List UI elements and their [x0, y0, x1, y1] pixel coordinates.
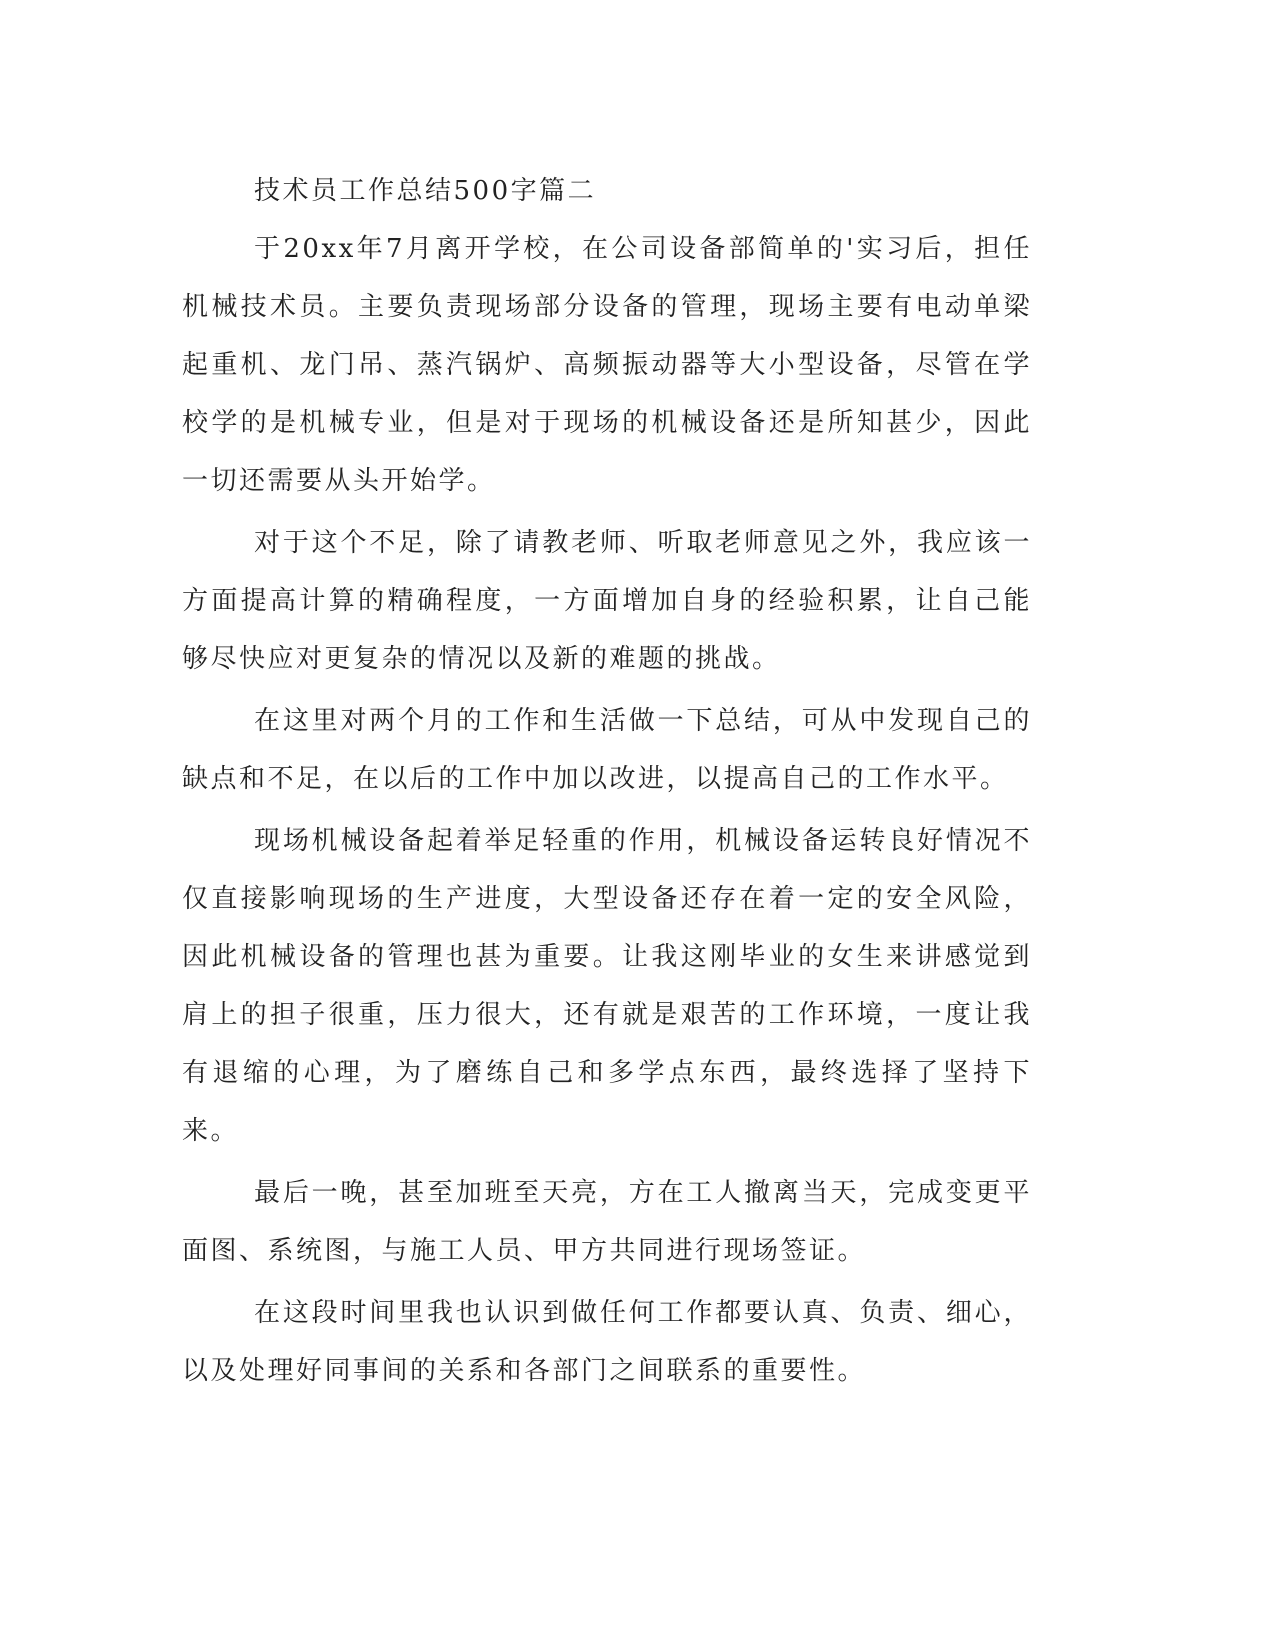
paragraph-summary-purpose: 在这里对两个月的工作和生活做一下总结，可从中发现自己的缺点和不足，在以后的工作中加以改进，以提高自己的工作水平。 [182, 706, 1032, 794]
paragraph-overtime: 最后一晚，甚至加班至天亮，方在工人撤离当天，完成变更平面图、系统图，与施工人员、甲方共同进行现场签证。 [182, 1178, 1032, 1266]
paragraph-lessons: 在这段时间里我也认识到做任何工作都要认真、负责、细心，以及处理好同事间的关系和各部门之间联系的重要性。 [182, 1298, 1032, 1386]
paragraph-equipment-importance: 现场机械设备起着举足轻重的作用，机械设备运转良好情况不仅直接影响现场的生产进度，大型设备还存在着一定的安全风险，因此机械设备的管理也甚为重要。让我这刚毕业的女生来讲感觉到肩上的担子很重，压力很大，还有就是艰苦的工作环境，一度让我有退缩的心理，为了磨练自己和多学点东西，最终选择了坚持下来。 [182, 826, 1032, 1146]
document-body [182, 162, 1032, 1404]
document-title: 技术员工作总结500字篇二 [254, 176, 597, 206]
paragraph-internship-intro: 于20xx年7月离开学校，在公司设备部简单的'实习后，担任机械技术员。主要负责现场部分设备的管理，现场主要有电动单梁起重机、龙门吊、蒸汽锅炉、高频振动器等大小型设备，尽管在学校学的是机械专业，但是对于现场的机械设备还是所知甚少，因此一切还需要从头开始学。 [182, 234, 1032, 496]
paragraph-shortcomings: 对于这个不足，除了请教老师、听取老师意见之外，我应该一方面提高计算的精确程度，一方面增加自身的经验积累，让自己能够尽快应对更复杂的情况以及新的难题的挑战。 [182, 528, 1032, 674]
